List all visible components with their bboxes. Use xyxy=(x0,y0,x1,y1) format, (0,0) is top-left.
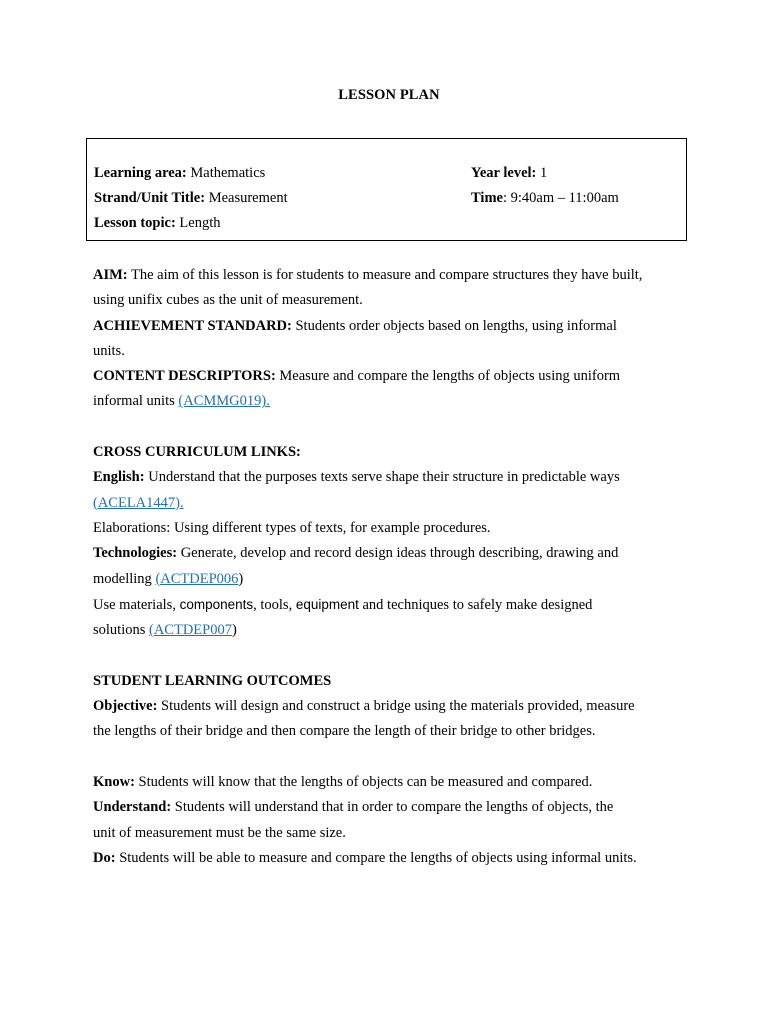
acela1447-link[interactable]: (ACELA1447). xyxy=(93,494,184,511)
content-label: CONTENT DESCRIPTORS: xyxy=(93,368,276,385)
time-value: : 9:40am – 11:00am xyxy=(502,190,619,206)
year-level-row xyxy=(471,165,547,182)
equipment-word: equipment xyxy=(295,596,359,612)
solutions-line xyxy=(93,618,693,643)
technologies-label: Technologies: xyxy=(93,545,178,562)
paren-close: ) xyxy=(238,570,244,587)
spacer xyxy=(93,643,693,668)
time-label: Time xyxy=(471,190,503,206)
topic-value: Length xyxy=(175,215,221,231)
use-text-1: Use materials, xyxy=(93,596,180,613)
understand-line-1 xyxy=(93,795,693,820)
year-level-label: Year level: xyxy=(471,165,537,181)
learning-area-value: Mathematics xyxy=(186,165,266,181)
achievement-line-2: units. xyxy=(93,342,125,359)
strand-label: Strand/Unit Title: xyxy=(94,190,206,206)
do-line xyxy=(93,846,693,871)
know-line xyxy=(93,770,693,795)
know-text: Students will know that the lengths of objects can be measured and compared. xyxy=(134,773,593,790)
year-level-value: 1 xyxy=(536,165,548,181)
modelling-text: modelling xyxy=(93,570,156,587)
achievement-label: ACHIEVEMENT STANDARD: xyxy=(93,317,292,334)
topic-row xyxy=(94,215,220,232)
content-line-2 xyxy=(93,389,693,414)
do-label: Do: xyxy=(93,849,116,866)
content-line-1 xyxy=(93,364,693,389)
objective-label: Objective: xyxy=(93,698,158,715)
objective-line-1 xyxy=(93,694,693,719)
english-line-1 xyxy=(93,465,693,490)
objective-text: Students will design and construct a bridge using the materials provided, measure xyxy=(157,698,635,715)
technologies-line-1 xyxy=(93,541,693,566)
objective-line-2: the lengths of their bridge and then compare the length of their bridge to other bridges. xyxy=(93,723,596,740)
use-materials-line xyxy=(93,592,693,618)
learning-area-label: Learning area: xyxy=(94,165,187,181)
aim-line-1 xyxy=(93,263,693,288)
technologies-line-2 xyxy=(93,567,693,592)
elaborations-line: Elaborations: Using different types of texts, for example procedures. xyxy=(93,519,491,536)
actdep006-link[interactable]: (ACTDEP006 xyxy=(155,570,239,587)
understand-label: Understand: xyxy=(93,799,172,816)
achievement-text: Students order objects based on lengths, using informal xyxy=(291,317,617,334)
time-row xyxy=(471,190,619,207)
spacer xyxy=(93,745,693,770)
spacer xyxy=(93,415,693,440)
paren-close-2: ) xyxy=(231,622,237,639)
strand-value: Measurement xyxy=(205,190,288,206)
outcomes-heading-text: STUDENT LEARNING OUTCOMES xyxy=(93,672,332,689)
lesson-info-box xyxy=(86,138,687,241)
learning-area-row xyxy=(94,165,265,182)
lesson-body xyxy=(93,263,693,871)
use-text-2: , tools, xyxy=(253,596,296,613)
content-text: Measure and compare the lengths of objects using uniform xyxy=(275,368,621,385)
english-text: Understand that the purposes texts serve shape their structure in predictable ways xyxy=(144,469,620,486)
cross-curriculum-heading xyxy=(93,440,693,465)
achievement-line-1 xyxy=(93,314,693,339)
understand-text: Students will understand that in order to compare the lengths of objects, the xyxy=(171,799,614,816)
english-label: English: xyxy=(93,469,145,486)
topic-label: Lesson topic: xyxy=(94,215,176,231)
know-label: Know: xyxy=(93,773,135,790)
understand-line-2: unit of measurement must be the same size. xyxy=(93,824,346,841)
use-text-3: and techniques to safely make designed xyxy=(358,596,593,613)
cross-heading-text: CROSS CURRICULUM LINKS: xyxy=(93,444,301,461)
aim-label: AIM: xyxy=(93,267,128,283)
english-line-2 xyxy=(93,491,693,516)
acmmg019-link[interactable]: (ACMMG019). xyxy=(178,393,270,410)
aim-text: The aim of this lesson is for students to measure and compare structures they have built, xyxy=(127,267,643,283)
technologies-text: Generate, develop and record design ideas through describing, drawing and xyxy=(177,545,619,562)
components-word: components xyxy=(179,596,254,612)
aim-line-2: using unifix cubes as the unit of measurement. xyxy=(93,292,363,309)
outcomes-heading xyxy=(93,669,693,694)
do-text: Students will be able to measure and compare the lengths of objects using informal units. xyxy=(115,849,637,866)
content-text-2: informal units xyxy=(93,393,179,410)
actdep007-link[interactable]: (ACTDEP007 xyxy=(149,622,232,639)
page-title: LESSON PLAN xyxy=(338,87,440,103)
solutions-text: solutions xyxy=(93,622,149,639)
strand-row xyxy=(94,190,288,207)
